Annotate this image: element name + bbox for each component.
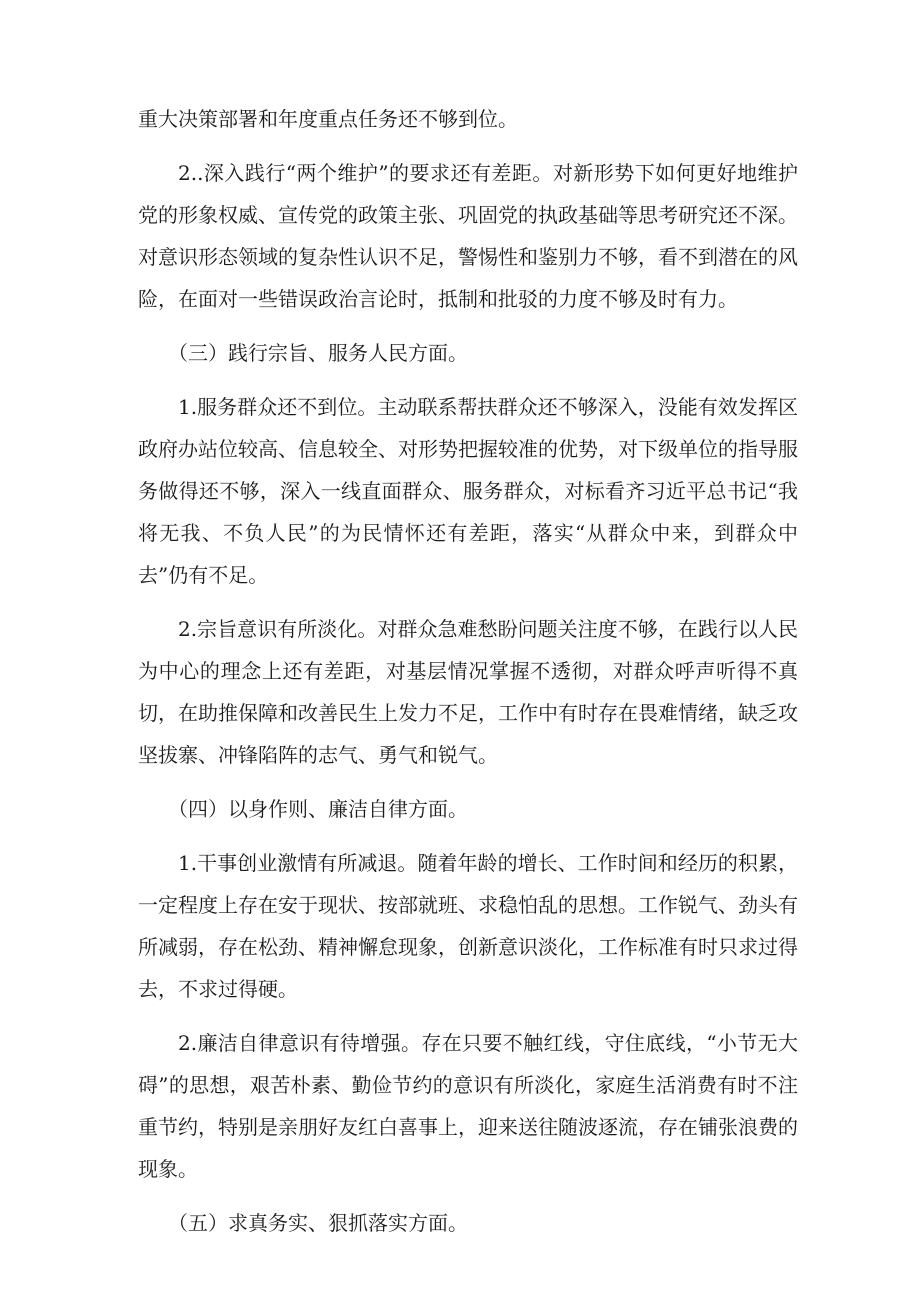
paragraph-integrity-self-discipline: 2.廉洁自律意识有待增强。存在只要不触红线，守住底线，“小节无大碍”的思想，艰苦朴素、勤俭节约的意识有所淡化，家庭生活消费有时不注重节约，特别是亲朋好友红白喜事上，迎来送往随波逐流，存在铺张浪费的现象。 bbox=[138, 1031, 798, 1181]
paragraph-entrepreneurial-passion: 1.干事创业激情有所减退。随着年龄的增长、工作时间和经历的积累，一定程度上存在安于现状、按部就班、求稳怕乱的思想。工作锐气、劲头有所减弱，存在松劲、精神懈怠现象，创新意识淡化，工作标准有时只求过得去，不求过得硬。 bbox=[138, 851, 798, 1001]
paragraph-two-maintains: 2..深入践行“两个维护”的要求还有差距。对新形势下如何更好地维护党的形象权威、宣传党的政策主张、巩固党的执政基础等思考研究还不深。对意识形态领域的复杂性认识不足，警惕性和鉴别力不够，看不到潜在的风险，在面对一些错误政治言论时，抵制和批驳的力度不够及时有力。 bbox=[138, 161, 798, 311]
paragraph-serve-masses: 1.服务群众还不到位。主动联系帮扶群众还不够深入，没能有效发挥区政府办站位较高、信息较全、对形势把握较准的优势，对下级单位的指导服务做得还不够，深入一线直面群众、服务群众，对标看齐习近平总书记“我将无我、不负人民”的为民情怀还有差距，落实“从群众中来，到群众中去”仍有不足。 bbox=[138, 395, 798, 587]
document-body bbox=[138, 98, 798, 1256]
paragraph-continuation: 重大决策部署和年度重点任务还不够到位。 bbox=[138, 107, 518, 131]
paragraph-purpose-awareness: 2.宗旨意识有所淡化。对群众急难愁盼问题关注度不够，在践行以人民为中心的理念上还有差距，对基层情况掌握不透彻，对群众呼声听得不真切，在助推保障和改善民生上发力不足，工作中有时存在畏难情绪，缺乏攻坚拔寨、冲锋陷阵的志气、勇气和锐气。 bbox=[138, 617, 798, 767]
section-heading-three: （三）践行宗旨、服务人民方面。 bbox=[168, 341, 468, 365]
section-heading-four: （四）以身作则、廉洁自律方面。 bbox=[168, 797, 468, 821]
section-heading-five: （五）求真务实、狠抓落实方面。 bbox=[168, 1211, 468, 1235]
